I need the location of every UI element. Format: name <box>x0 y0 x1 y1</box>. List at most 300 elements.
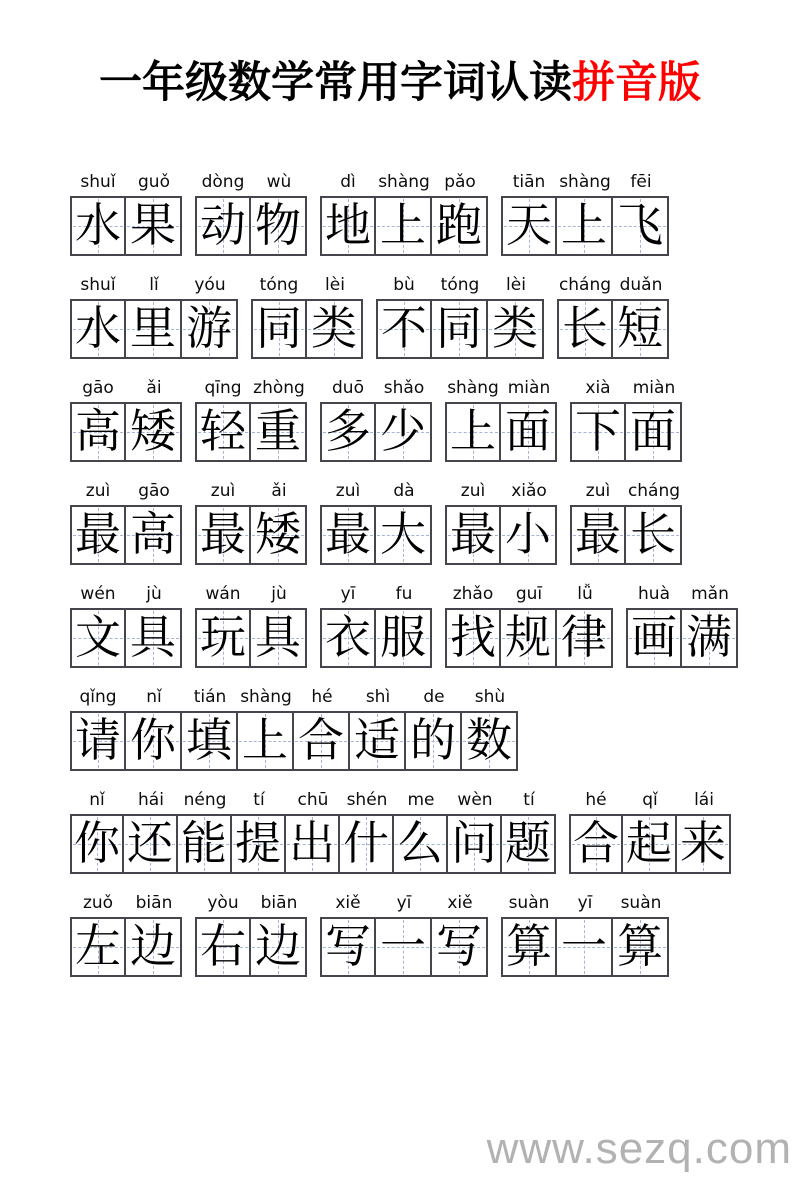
pinyin-label: cháng <box>627 480 681 501</box>
pinyin-label: yòu <box>207 892 239 913</box>
word-group <box>320 372 432 462</box>
char-cell <box>294 681 350 771</box>
char-cell <box>350 681 406 771</box>
character-box <box>307 299 363 359</box>
character-box <box>569 814 623 874</box>
pinyin-label: duǎn <box>619 274 663 295</box>
character-box <box>445 402 501 462</box>
pinyin-label: cháng <box>558 274 612 295</box>
char-cell <box>238 681 294 771</box>
char-cell <box>557 166 613 256</box>
character-box <box>178 814 232 874</box>
char-cell <box>501 578 557 668</box>
character-box <box>195 608 251 668</box>
character-box <box>126 917 182 977</box>
char-cell <box>124 784 178 874</box>
word-group <box>195 166 307 256</box>
character-glyph: 边 <box>255 920 301 972</box>
character-glyph: 面 <box>505 405 551 457</box>
character-glyph: 你 <box>74 817 120 869</box>
pinyin-label: lái <box>694 789 714 810</box>
character-box <box>70 917 126 977</box>
pinyin-label: shàng <box>240 686 292 707</box>
pinyin-label: de <box>423 686 445 707</box>
character-glyph: 小 <box>505 508 551 560</box>
word-row <box>70 681 800 771</box>
character-box <box>232 814 286 874</box>
character-glyph: 果 <box>130 199 176 251</box>
word-group <box>501 166 669 256</box>
pinyin-label: nǐ <box>89 789 105 810</box>
pinyin-label: hé <box>311 686 333 707</box>
character-box <box>626 608 682 668</box>
char-cell <box>448 784 502 874</box>
pinyin-label: yī <box>340 583 356 604</box>
char-cell <box>445 578 501 668</box>
character-box <box>376 402 432 462</box>
char-cell <box>488 269 544 359</box>
pinyin-label: xiǎo <box>511 480 547 501</box>
pinyin-label: zuì <box>85 480 111 501</box>
char-cell <box>195 475 251 565</box>
character-glyph: 游 <box>186 302 232 354</box>
word-group <box>445 372 557 462</box>
character-box <box>251 299 307 359</box>
pinyin-label: shàng <box>447 377 499 398</box>
char-cell <box>70 578 126 668</box>
pinyin-label: biān <box>135 892 173 913</box>
char-cell <box>126 372 182 462</box>
word-group <box>569 784 731 874</box>
character-glyph: 重 <box>255 405 301 457</box>
character-box <box>682 608 738 668</box>
char-cell <box>376 578 432 668</box>
character-glyph: 长 <box>562 302 608 354</box>
char-cell <box>613 166 669 256</box>
char-cell <box>70 166 126 256</box>
pinyin-label: miàn <box>507 377 551 398</box>
char-cell <box>320 887 376 977</box>
character-glyph: 具 <box>130 611 176 663</box>
page-title-highlight: 拼音版 <box>572 59 701 107</box>
pinyin-label: guī <box>515 583 543 604</box>
character-box <box>251 917 307 977</box>
char-cell <box>178 784 232 874</box>
word-row <box>70 475 800 565</box>
character-box <box>182 711 238 771</box>
char-cell <box>462 681 518 771</box>
word-group <box>70 681 518 771</box>
character-glyph: 起 <box>626 817 672 869</box>
word-group <box>70 269 238 359</box>
pinyin-label: tí <box>523 789 535 810</box>
pinyin-label: ǎi <box>271 480 287 501</box>
character-box <box>557 196 613 256</box>
character-box <box>70 505 126 565</box>
character-glyph: 少 <box>380 405 426 457</box>
word-group <box>195 372 307 462</box>
character-box <box>432 196 488 256</box>
word-row <box>70 372 800 462</box>
character-box <box>406 711 462 771</box>
character-box <box>70 711 126 771</box>
word-group <box>251 269 363 359</box>
character-box <box>376 299 432 359</box>
character-box <box>502 814 556 874</box>
char-cell <box>251 372 307 462</box>
character-box <box>251 402 307 462</box>
character-glyph: 最 <box>575 508 621 560</box>
word-group <box>70 475 182 565</box>
character-box <box>448 814 502 874</box>
char-cell <box>70 475 126 565</box>
character-glyph: 一 <box>561 920 607 972</box>
character-box <box>376 505 432 565</box>
word-group <box>570 475 682 565</box>
character-glyph: 找 <box>450 611 496 663</box>
word-group <box>320 578 432 668</box>
pinyin-label: shù <box>474 686 506 707</box>
character-box <box>126 505 182 565</box>
pinyin-label: hé <box>585 789 607 810</box>
character-box <box>126 402 182 462</box>
character-glyph: 服 <box>380 611 426 663</box>
character-glyph: 最 <box>450 508 496 560</box>
pinyin-label: dà <box>393 480 415 501</box>
character-box <box>126 299 182 359</box>
character-box <box>182 299 238 359</box>
character-box <box>613 299 669 359</box>
character-glyph: 么 <box>397 817 443 869</box>
char-cell <box>613 887 669 977</box>
character-box <box>126 608 182 668</box>
char-cell <box>286 784 340 874</box>
character-glyph: 写 <box>325 920 371 972</box>
word-row <box>70 887 800 977</box>
char-cell <box>570 372 626 462</box>
pinyin-label: tóng <box>440 274 480 295</box>
pinyin-label: duō <box>332 377 364 398</box>
character-glyph: 飞 <box>617 199 663 251</box>
pinyin-label: jù <box>271 583 287 604</box>
character-glyph: 衣 <box>325 611 371 663</box>
character-glyph: 上 <box>450 405 496 457</box>
character-glyph: 适 <box>354 714 400 766</box>
char-cell <box>394 784 448 874</box>
word-group <box>445 578 613 668</box>
character-box <box>320 917 376 977</box>
char-cell <box>195 372 251 462</box>
pinyin-label: pǎo <box>444 171 476 192</box>
pinyin-label: huà <box>638 583 670 604</box>
character-glyph: 天 <box>506 199 552 251</box>
character-glyph: 最 <box>325 508 371 560</box>
character-glyph: 算 <box>617 920 663 972</box>
character-glyph: 矮 <box>130 405 176 457</box>
word-group <box>320 475 432 565</box>
character-box <box>126 196 182 256</box>
char-cell <box>195 166 251 256</box>
character-glyph: 同 <box>256 302 302 354</box>
char-cell <box>613 269 669 359</box>
character-box <box>70 608 126 668</box>
character-box <box>195 505 251 565</box>
pinyin-label: yī <box>577 892 593 913</box>
pinyin-label: zuì <box>585 480 611 501</box>
pinyin-label: nǐ <box>146 686 162 707</box>
character-box <box>376 917 432 977</box>
pinyin-label: zuǒ <box>82 892 114 913</box>
char-cell <box>432 269 488 359</box>
pinyin-label: bù <box>393 274 415 295</box>
character-glyph: 出 <box>289 817 335 869</box>
pinyin-label: wèn <box>457 789 493 810</box>
pinyin-label: shàng <box>559 171 611 192</box>
pinyin-label: suàn <box>508 892 550 913</box>
character-glyph: 玩 <box>200 611 246 663</box>
pinyin-label: gāo <box>82 377 114 398</box>
word-group <box>70 784 556 874</box>
char-cell <box>182 681 238 771</box>
character-box <box>623 814 677 874</box>
character-box <box>501 402 557 462</box>
character-glyph: 类 <box>492 302 538 354</box>
char-cell <box>251 166 307 256</box>
pinyin-label: wù <box>266 171 292 192</box>
char-cell <box>569 784 623 874</box>
pinyin-label: xià <box>585 377 611 398</box>
pinyin-label: néng <box>183 789 227 810</box>
pinyin-label: fēi <box>630 171 652 192</box>
character-box <box>70 299 126 359</box>
character-glyph: 画 <box>631 611 677 663</box>
character-box <box>195 917 251 977</box>
char-cell <box>320 475 376 565</box>
character-box <box>251 608 307 668</box>
char-cell <box>376 475 432 565</box>
pinyin-label: zhòng <box>253 377 305 398</box>
pinyin-label: qīng <box>204 377 242 398</box>
character-glyph: 上 <box>561 199 607 251</box>
character-box <box>570 505 626 565</box>
pinyin-label: wán <box>205 583 241 604</box>
character-glyph: 合 <box>298 714 344 766</box>
pinyin-label: yóu <box>194 274 226 295</box>
word-row <box>70 784 800 874</box>
character-box <box>557 299 613 359</box>
character-glyph: 来 <box>680 817 726 869</box>
character-glyph: 水 <box>75 199 121 251</box>
character-box <box>70 814 124 874</box>
character-box <box>613 917 669 977</box>
character-glyph: 题 <box>505 817 551 869</box>
char-cell <box>70 681 126 771</box>
character-glyph: 上 <box>242 714 288 766</box>
character-glyph: 矮 <box>255 508 301 560</box>
pinyin-label: zuì <box>335 480 361 501</box>
character-glyph: 右 <box>200 920 246 972</box>
pinyin-label: zuì <box>460 480 486 501</box>
char-cell <box>677 784 731 874</box>
char-cell <box>70 887 126 977</box>
char-cell <box>557 887 613 977</box>
character-glyph: 高 <box>75 405 121 457</box>
character-glyph: 你 <box>130 714 176 766</box>
character-glyph: 算 <box>506 920 552 972</box>
pinyin-label: ǎi <box>146 377 162 398</box>
character-glyph: 文 <box>75 611 121 663</box>
char-cell <box>501 475 557 565</box>
character-box <box>320 196 376 256</box>
worksheet-rows <box>70 166 800 977</box>
pinyin-label: hái <box>138 789 164 810</box>
character-glyph: 什 <box>343 817 389 869</box>
char-cell <box>376 269 432 359</box>
character-glyph: 大 <box>380 508 426 560</box>
char-cell <box>307 269 363 359</box>
character-glyph: 长 <box>630 508 676 560</box>
page-title-main: 一年级数学常用字词认读 <box>99 59 572 107</box>
char-cell <box>126 887 182 977</box>
character-box <box>286 814 340 874</box>
character-box <box>251 505 307 565</box>
pinyin-label: shuǐ <box>80 171 116 192</box>
word-group <box>70 372 182 462</box>
word-row <box>70 578 800 668</box>
char-cell <box>340 784 394 874</box>
char-cell <box>320 166 376 256</box>
character-box <box>501 196 557 256</box>
character-box <box>320 608 376 668</box>
character-box <box>320 402 376 462</box>
character-glyph: 类 <box>311 302 357 354</box>
char-cell <box>445 475 501 565</box>
char-cell <box>251 475 307 565</box>
character-glyph: 满 <box>686 611 732 663</box>
character-box <box>70 196 126 256</box>
character-glyph: 不 <box>381 302 427 354</box>
character-box <box>70 402 126 462</box>
pinyin-label: shuǐ <box>80 274 116 295</box>
char-cell <box>195 887 251 977</box>
character-glyph: 填 <box>186 714 232 766</box>
pinyin-label: lèi <box>325 274 345 295</box>
pinyin-label: zhǎo <box>452 583 494 604</box>
word-group <box>70 578 182 668</box>
char-cell <box>70 784 124 874</box>
pinyin-label: fu <box>395 583 413 604</box>
character-glyph: 高 <box>130 508 176 560</box>
character-box <box>445 608 501 668</box>
pinyin-label: zuì <box>210 480 236 501</box>
character-box <box>340 814 394 874</box>
character-glyph: 请 <box>75 714 121 766</box>
character-glyph: 写 <box>436 920 482 972</box>
char-cell <box>626 372 682 462</box>
pinyin-label: guǒ <box>138 171 170 192</box>
pinyin-label: jù <box>146 583 162 604</box>
character-box <box>501 505 557 565</box>
character-glyph: 短 <box>617 302 663 354</box>
pinyin-label: xiě <box>335 892 361 913</box>
pinyin-label: lǐ <box>149 274 159 295</box>
pinyin-label: dì <box>340 171 356 192</box>
character-glyph: 能 <box>181 817 227 869</box>
character-box <box>557 608 613 668</box>
pinyin-label: wén <box>80 583 116 604</box>
pinyin-label: lǚ <box>577 583 593 604</box>
character-glyph: 提 <box>235 817 281 869</box>
character-glyph: 多 <box>325 405 371 457</box>
character-box <box>320 505 376 565</box>
char-cell <box>570 475 626 565</box>
word-group <box>70 887 182 977</box>
word-group <box>376 269 544 359</box>
character-box <box>501 917 557 977</box>
character-box <box>394 814 448 874</box>
word-group <box>195 887 307 977</box>
pinyin-label: mǎn <box>691 583 729 604</box>
character-glyph: 上 <box>380 199 426 251</box>
character-box <box>570 402 626 462</box>
char-cell <box>126 681 182 771</box>
word-group <box>570 372 682 462</box>
character-box <box>613 196 669 256</box>
pinyin-label: tí <box>253 789 265 810</box>
character-glyph: 左 <box>75 920 121 972</box>
pinyin-label: qǐ <box>642 789 658 810</box>
character-glyph: 地 <box>325 199 371 251</box>
character-glyph: 具 <box>255 611 301 663</box>
pinyin-label: shén <box>346 789 388 810</box>
character-glyph: 最 <box>200 508 246 560</box>
character-box <box>501 608 557 668</box>
pinyin-label: me <box>407 789 435 810</box>
char-cell <box>626 578 682 668</box>
character-box <box>488 299 544 359</box>
character-box <box>462 711 518 771</box>
character-glyph: 问 <box>451 817 497 869</box>
character-glyph: 跑 <box>436 199 482 251</box>
char-cell <box>70 269 126 359</box>
pinyin-label: tiān <box>512 171 546 192</box>
character-glyph: 数 <box>466 714 512 766</box>
word-group <box>195 578 307 668</box>
char-cell <box>501 372 557 462</box>
char-cell <box>70 372 126 462</box>
char-cell <box>557 578 613 668</box>
character-glyph: 同 <box>436 302 482 354</box>
char-cell <box>126 578 182 668</box>
character-box <box>626 505 682 565</box>
char-cell <box>682 578 738 668</box>
character-box <box>376 608 432 668</box>
pinyin-label: chū <box>297 789 329 810</box>
word-group <box>445 475 557 565</box>
char-cell <box>432 887 488 977</box>
char-cell <box>406 681 462 771</box>
character-glyph: 合 <box>573 817 619 869</box>
character-glyph: 里 <box>130 302 176 354</box>
pinyin-label: biān <box>260 892 298 913</box>
pinyin-label: yī <box>396 892 412 913</box>
character-box <box>126 711 182 771</box>
char-cell <box>501 887 557 977</box>
character-glyph: 的 <box>410 714 456 766</box>
character-glyph: 最 <box>75 508 121 560</box>
character-glyph: 律 <box>561 611 607 663</box>
watermark: www.sezq.com <box>486 1124 792 1173</box>
